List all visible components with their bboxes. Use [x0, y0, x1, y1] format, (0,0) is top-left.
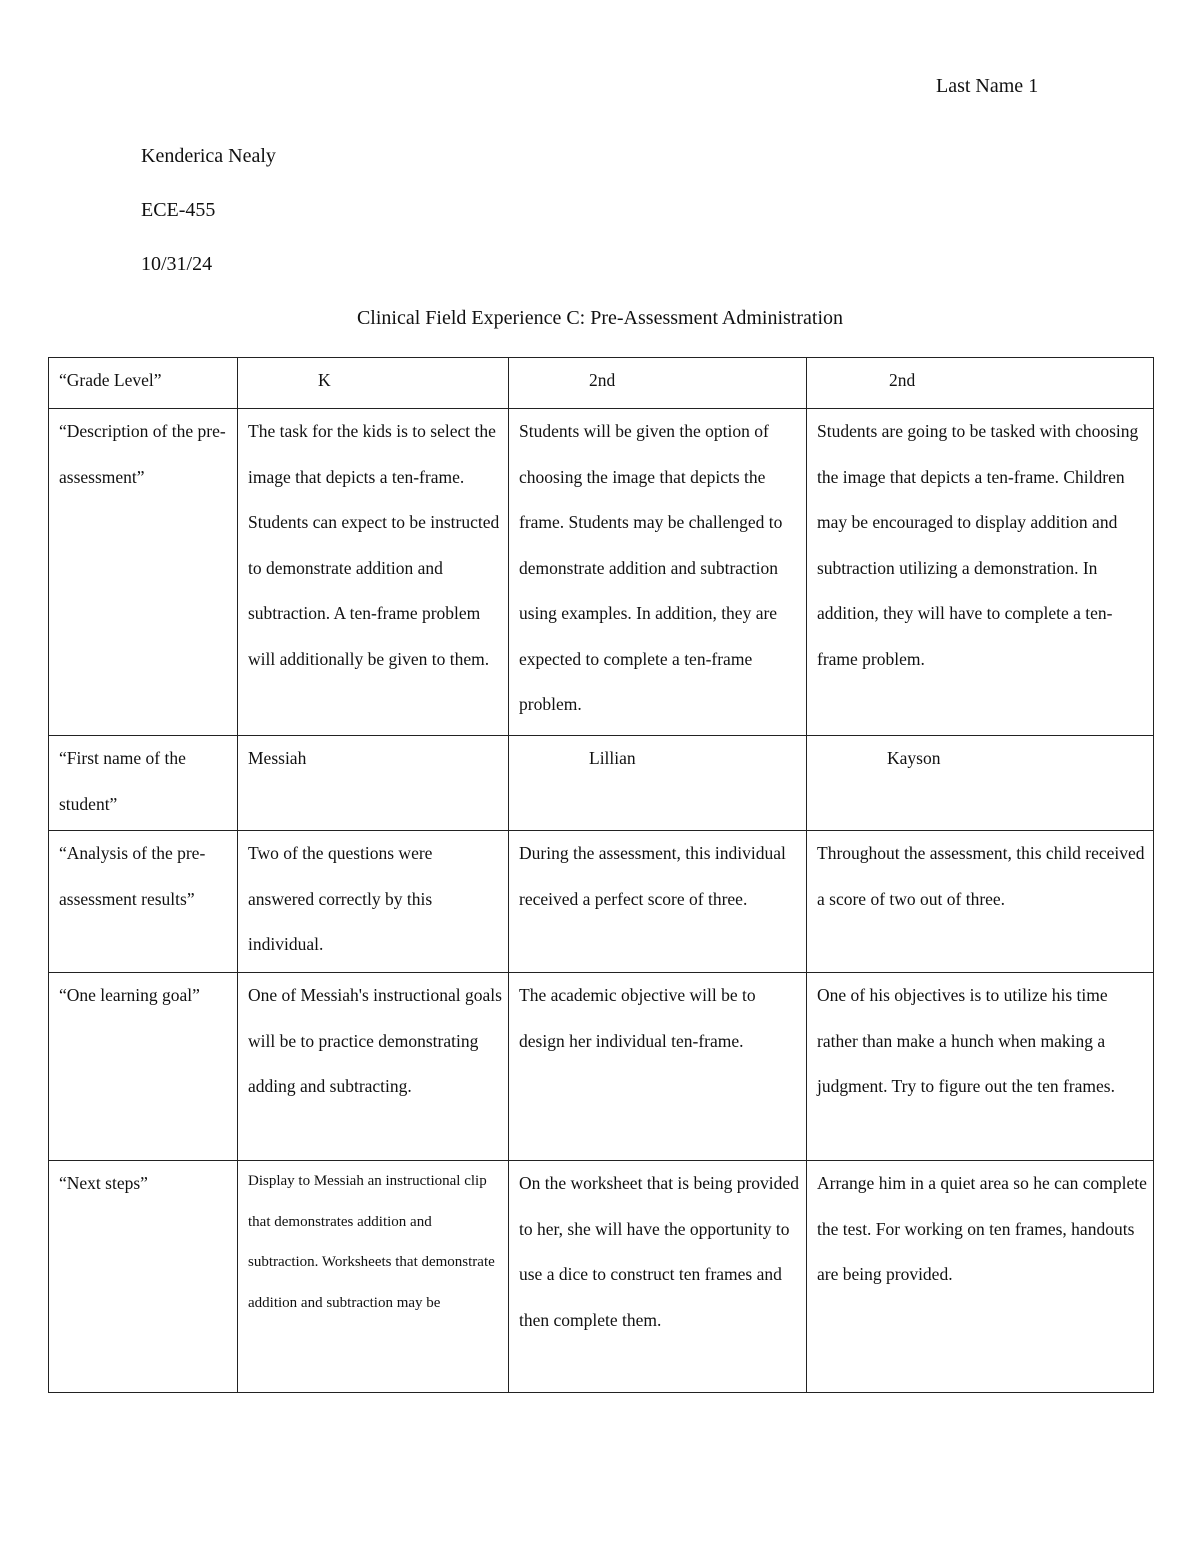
- grade-cell: 2nd: [509, 358, 807, 409]
- author-name: Kenderica Nealy: [141, 145, 276, 167]
- table-row-student-name: [49, 736, 1154, 831]
- learning-goal-cell: One of Messiah's instructional goals will be to practice demonstrating adding and subtracting.: [238, 973, 509, 1161]
- analysis-cell: Throughout the assessment, this child received a score of two out of three.: [807, 831, 1154, 973]
- next-steps-cell: Display to Messiah an instructional clip that demonstrates addition and subtraction. Worksheets that demonstrate addition and subtraction may be: [238, 1161, 509, 1393]
- next-steps-cell: On the worksheet that is being provided to her, she will have the opportunity to use a dice to construct ten frames and then complete them.: [509, 1161, 807, 1393]
- row-label: “Description of the pre-assessment”: [49, 409, 238, 736]
- table-row-learning-goal: [49, 973, 1154, 1161]
- analysis-cell: During the assessment, this individual received a perfect score of three.: [509, 831, 807, 973]
- assessment-table: [48, 357, 1154, 1393]
- description-cell: Students are going to be tasked with choosing the image that depicts a ten-frame. Children may be encouraged to display addition and subtraction utilizing a demonstration. In addition, they will have to complete a ten-frame problem.: [807, 409, 1154, 736]
- learning-goal-cell: One of his objectives is to utilize his time rather than make a hunch when making a judgment. Try to figure out the ten frames.: [807, 973, 1154, 1161]
- student-name-cell: Messiah: [238, 736, 509, 831]
- table-row-next-steps: [49, 1161, 1154, 1393]
- document-title: Clinical Field Experience C: Pre-Assessment Administration: [356, 307, 844, 329]
- document-date: 10/31/24: [141, 253, 213, 275]
- row-label: “Analysis of the pre-assessment results”: [49, 831, 238, 973]
- row-label: “Grade Level”: [49, 358, 238, 409]
- grade-cell: 2nd: [807, 358, 1154, 409]
- next-steps-cell: Arrange him in a quiet area so he can complete the test. For working on ten frames, handouts are being provided.: [807, 1161, 1154, 1393]
- table-row-description: [49, 409, 1154, 736]
- table-row-grade-level: [49, 358, 1154, 409]
- student-name-cell: Kayson: [807, 736, 1154, 831]
- student-name-cell: Lillian: [509, 736, 807, 831]
- table-row-analysis: [49, 831, 1154, 973]
- row-label: “Next steps”: [49, 1161, 238, 1393]
- row-label: “First name of the student”: [49, 736, 238, 831]
- description-cell: The task for the kids is to select the image that depicts a ten-frame. Students can expect to be instructed to demonstrate addition and subtraction. A ten-frame problem will additionally be given to them.: [238, 409, 509, 736]
- course-code: ECE-455: [141, 199, 216, 221]
- running-head: Last Name 1: [936, 75, 1039, 97]
- grade-cell: K: [238, 358, 509, 409]
- description-cell: Students will be given the option of choosing the image that depicts the frame. Students may be challenged to demonstrate addition and subtraction using examples. In addition, they are expected to complete a ten-frame problem.: [509, 409, 807, 736]
- row-label: “One learning goal”: [49, 973, 238, 1161]
- learning-goal-cell: The academic objective will be to design her individual ten-frame.: [509, 973, 807, 1161]
- analysis-cell: Two of the questions were answered correctly by this individual.: [238, 831, 509, 973]
